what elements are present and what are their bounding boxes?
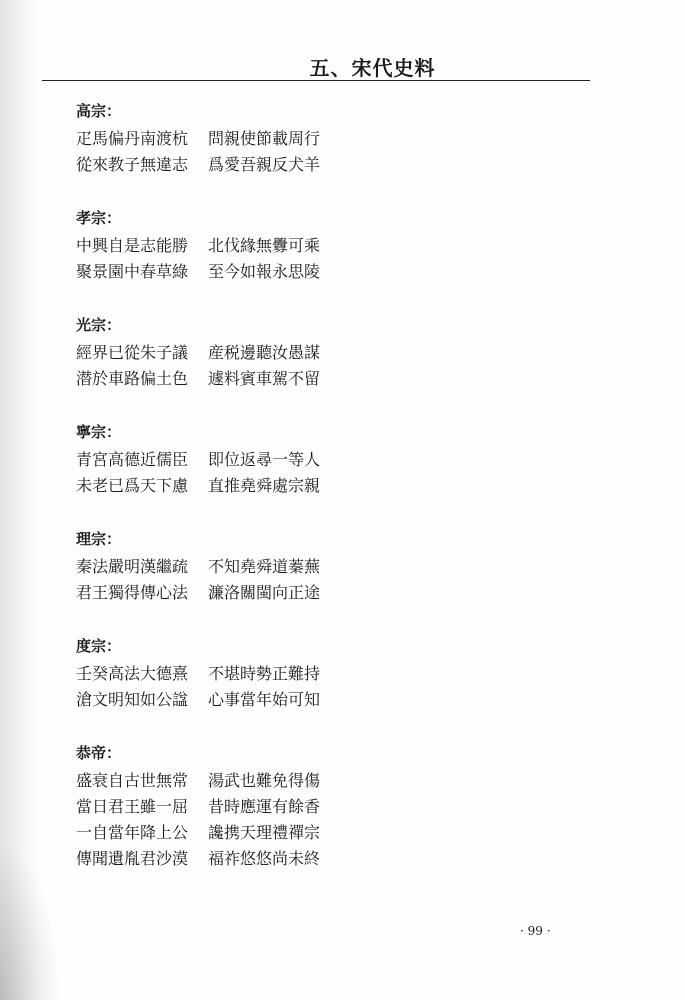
- section-title: 孝宗：: [76, 209, 122, 227]
- verse-first-half: 未老已爲天下慮: [76, 476, 189, 495]
- section-title: 恭帝：: [76, 744, 122, 762]
- verse-line: [76, 340, 616, 366]
- verse-first-half: 壬癸高法大德熹: [76, 664, 189, 683]
- verse-first-half: 經界已從朱子議: [76, 343, 189, 362]
- verse-line: [76, 580, 616, 606]
- verse-line: [76, 820, 616, 846]
- verse-line: [76, 794, 616, 820]
- verse-second-half: 福祚悠悠尚未終: [208, 849, 321, 868]
- verse-line: [76, 846, 616, 872]
- section-title: 度宗：: [76, 637, 122, 655]
- page-number: · 99 ·: [520, 924, 551, 938]
- scan-corner-shadow: [0, 840, 60, 1000]
- verse-line: [76, 473, 616, 499]
- verse-second-half: 不堪時勢正難持: [208, 664, 321, 683]
- section-guangzong: [76, 314, 616, 421]
- verse-first-half: 傳聞遺胤君沙漠: [76, 849, 189, 868]
- verse-first-half: 從來教子無違志: [76, 155, 189, 174]
- section-title: 高宗：: [76, 102, 122, 120]
- verse-first-half: 滄文明知如公諡: [76, 690, 189, 709]
- verse-second-half: 湯武也難免得傷: [208, 771, 321, 790]
- verse-line: [76, 152, 616, 178]
- verse-second-half: 問親使節載周行: [208, 129, 321, 148]
- verse-first-half: 青宮高德近儒臣: [76, 450, 189, 469]
- section-title: 理宗：: [76, 530, 122, 548]
- verse-second-half: 遽料賓車駕不留: [208, 369, 321, 388]
- verse-line: [76, 259, 616, 285]
- verse-second-half: 濂洛關閩向正途: [208, 583, 321, 602]
- section-ningzong: [76, 421, 616, 528]
- verse-first-half: 疋馬偏丹南渡杭: [76, 129, 189, 148]
- verse-second-half: 至今如報永思陵: [208, 262, 321, 281]
- verse-first-half: 潜於車路偏土色: [76, 369, 189, 388]
- section-gongdi: [76, 742, 616, 868]
- header-rule: [42, 80, 590, 81]
- verse-line: [76, 661, 616, 687]
- verse-first-half: 一自當年降上公: [76, 823, 189, 842]
- page-header-title: 五、宋代史料: [309, 56, 436, 80]
- verse-line: [76, 447, 616, 473]
- verse-first-half: 聚景園中春草綠: [76, 262, 189, 281]
- verse-first-half: 中興自是志能勝: [76, 236, 189, 255]
- poem-content: [76, 100, 616, 868]
- verse-second-half: 昔時應運有餘香: [208, 797, 321, 816]
- section-lizong: [76, 528, 616, 635]
- section-xiaozong: [76, 207, 616, 314]
- section-duzong: [76, 635, 616, 742]
- verse-line: [76, 554, 616, 580]
- verse-line: [76, 768, 616, 794]
- section-title: 光宗：: [76, 316, 122, 334]
- verse-second-half: 不知堯舜道蓁蕪: [208, 557, 321, 576]
- verse-first-half: 盛衰自古世無常: [76, 771, 189, 790]
- verse-first-half: 君王獨得傳心法: [76, 583, 189, 602]
- verse-second-half: 産税邊聽汝愚謀: [208, 343, 321, 362]
- verse-first-half: 當日君王雖一屈: [76, 797, 189, 816]
- verse-second-half: 心事當年始可知: [208, 690, 321, 709]
- verse-second-half: 直推堯舜處宗親: [208, 476, 321, 495]
- verse-second-half: 爲愛吾親反犬羊: [208, 155, 321, 174]
- verse-second-half: 北伐緣無釁可乘: [208, 236, 321, 255]
- section-gaozong: [76, 100, 616, 207]
- verse-second-half: 讒携天理禮禪宗: [208, 823, 321, 842]
- verse-line: [76, 126, 616, 152]
- verse-line: [76, 233, 616, 259]
- verse-line: [76, 366, 616, 392]
- verse-second-half: 即位返尋一等人: [208, 450, 321, 469]
- verse-first-half: 秦法嚴明漢繼疏: [76, 557, 189, 576]
- verse-line: [76, 687, 616, 713]
- section-title: 寧宗：: [76, 423, 122, 441]
